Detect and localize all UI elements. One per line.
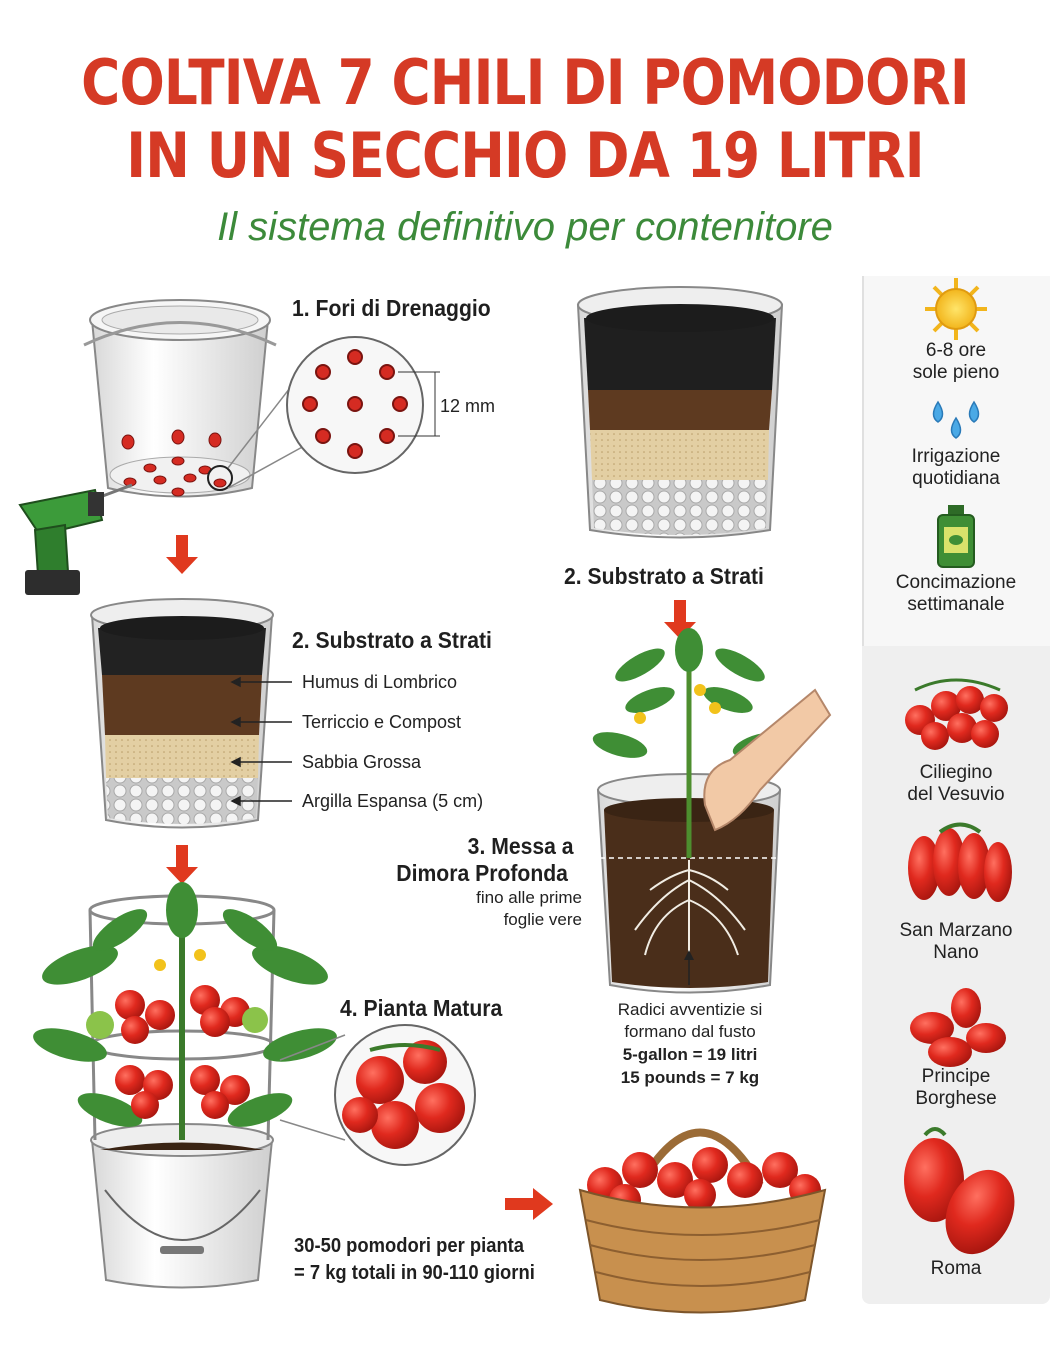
variety-roma-line1: Roma — [930, 1258, 982, 1279]
variety-san-marzano-label — [862, 920, 1050, 964]
variety-principe-borghese-line2: Borghese — [915, 1087, 997, 1109]
conversion-volume: 5-gallon = 19 litri — [622, 1045, 758, 1064]
drainage-holes-zoom — [287, 337, 440, 473]
roots-note-line2: formano dal fusto — [624, 1022, 756, 1041]
variety-principe-borghese-icon — [910, 988, 1006, 1067]
step3-label-line1: 3. Messa a — [467, 833, 574, 859]
care-fertilizer-line2: settimanale — [907, 593, 1005, 615]
water-drops-icon — [934, 402, 979, 438]
drilled-bucket-illustration — [84, 300, 315, 497]
care-sun-line1: 6-8 ore — [925, 340, 987, 361]
mature-plant-illustration — [30, 882, 341, 1288]
layered-bucket-left — [91, 599, 292, 828]
care-water-line2: quotidiana — [912, 467, 1000, 489]
layer-humus-label: Humus di Lombrico — [302, 672, 458, 692]
variety-principe-borghese-label — [862, 1066, 1050, 1110]
conversion-weight: 15 pounds = 7 kg — [620, 1068, 760, 1087]
variety-principe-borghese-line1: Principe — [921, 1066, 991, 1087]
planting-bucket — [590, 628, 830, 993]
variety-roma-label — [862, 1258, 1050, 1280]
care-sun-line2: sole pieno — [912, 361, 1000, 383]
step2-label: 2. Substrato a Strati — [292, 627, 492, 653]
title-line-2: IN UN SECCHIO DA 19 LITRI — [126, 119, 924, 192]
variety-ciliegino-label — [862, 762, 1050, 806]
variety-san-marzano-line2: Nano — [933, 941, 979, 963]
care-sun-text — [862, 340, 1050, 384]
subtitle: Il sistema definitivo per contenitore — [217, 205, 833, 249]
layered-bucket-right — [578, 287, 782, 538]
layer-sand-label: Sabbia Grossa — [302, 752, 422, 772]
layer-compost-label: Terriccio e Compost — [302, 712, 462, 732]
hole-size-label: 12 mm — [440, 396, 496, 416]
variety-ciliegino-icon — [905, 680, 1008, 750]
variety-roma-icon — [904, 1129, 1028, 1265]
roots-note-line1: Radici avventizie si — [617, 1000, 763, 1019]
variety-ciliegino-line2: del Vesuvio — [907, 783, 1005, 805]
layer-clay-label: Argilla Espansa (5 cm) — [302, 791, 484, 811]
care-water-line1: Irrigazione — [911, 446, 1001, 467]
step3-note-line1: fino alle prime — [476, 888, 582, 907]
title-line-1: COLTIVA 7 CHILI DI POMODORI — [81, 46, 969, 119]
yield-line2: = 7 kg totali in 90-110 giorni — [294, 1262, 535, 1284]
variety-ciliegino-line1: Ciliegino — [919, 762, 993, 783]
step3-label-line2: Dimora Profonda — [396, 860, 568, 886]
drill-icon — [20, 485, 132, 595]
harvest-basket — [580, 1133, 825, 1313]
care-fertilizer-line1: Concimazione — [895, 572, 1017, 593]
step1-label: 1. Fori di Drenaggio — [292, 295, 491, 321]
fertilizer-bottle-icon — [938, 505, 974, 567]
variety-san-marzano-line1: San Marzano — [899, 920, 1013, 941]
sun-icon — [925, 278, 987, 340]
variety-san-marzano-icon — [908, 825, 1012, 903]
step3-note-line2: foglie vere — [503, 910, 582, 929]
step4-label: 4. Pianta Matura — [340, 995, 503, 1021]
yield-line1: 30-50 pomodori per pianta — [294, 1235, 525, 1257]
care-fertilizer-text — [862, 572, 1050, 616]
step2-right-label: 2. Substrato a Strati — [564, 563, 764, 589]
care-water-text — [862, 446, 1050, 490]
